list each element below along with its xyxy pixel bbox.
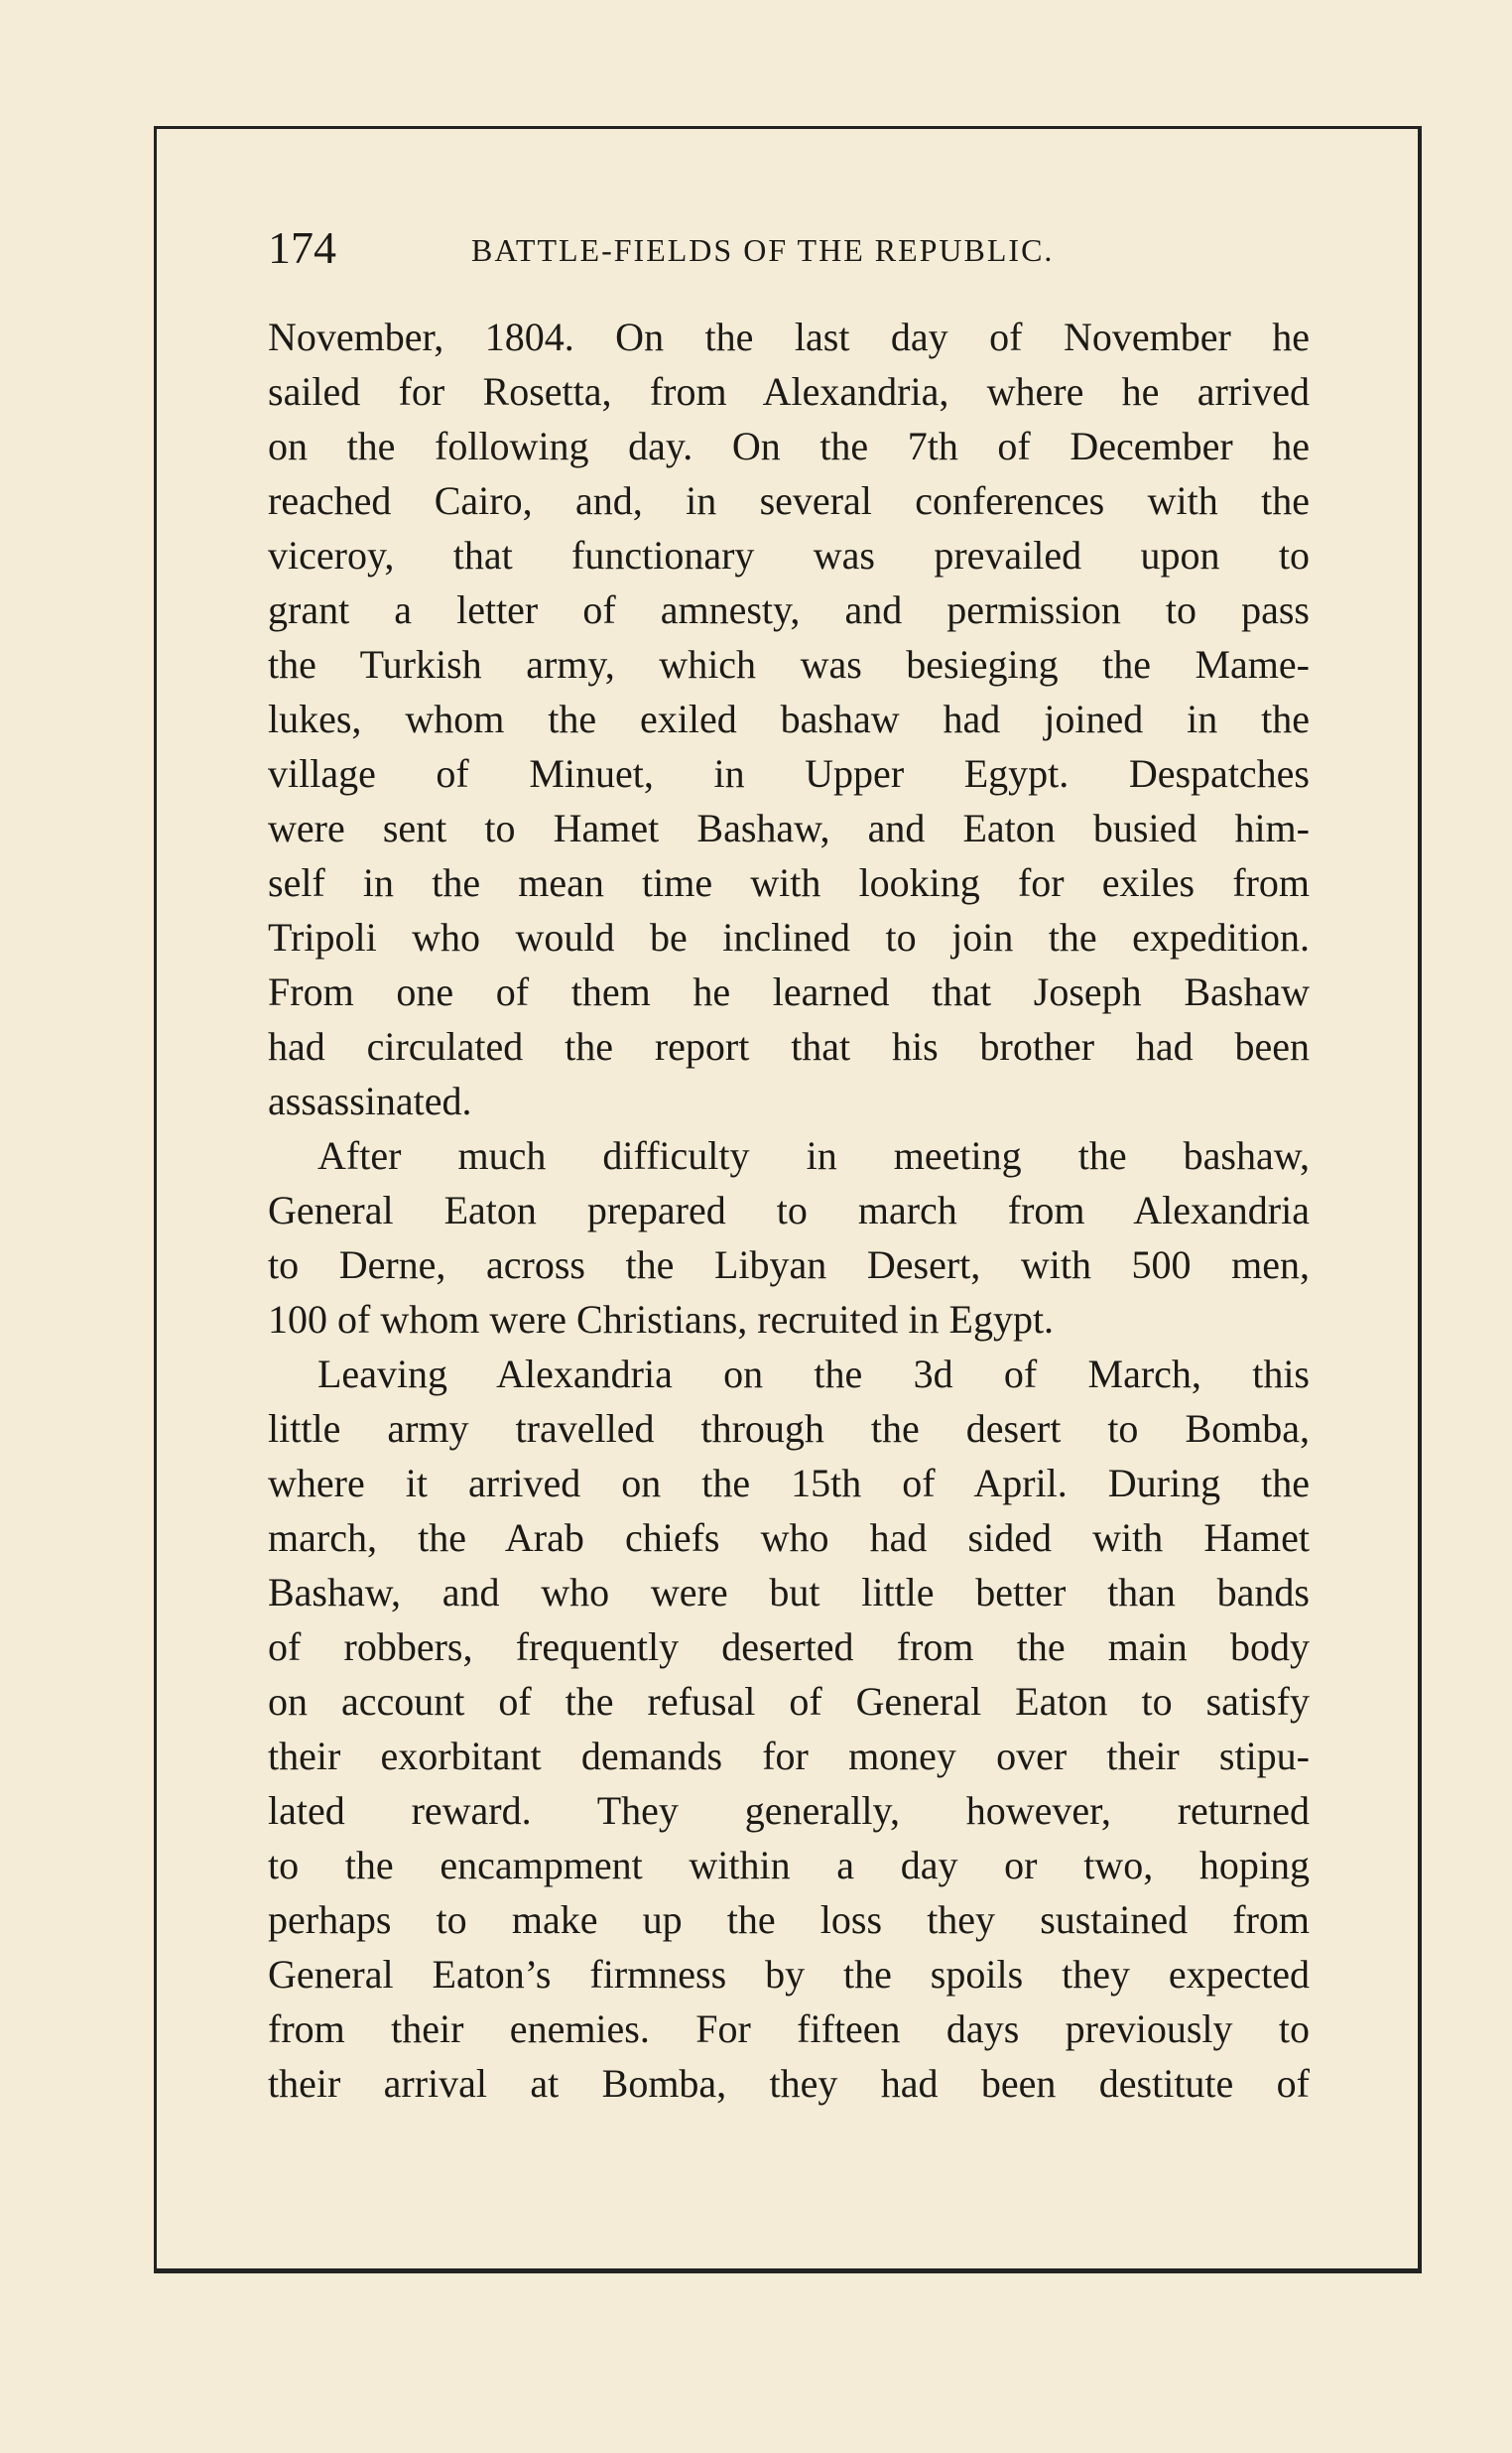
text-line: their exorbitant demands for money over their stipu-	[268, 1734, 1310, 1778]
text-line-paragraph-start: Leaving Alexandria on the 3d of March, this	[317, 1352, 1310, 1396]
text-line: their arrival at Bomba, they had been destitute of	[268, 2061, 1310, 2106]
text-line: November, 1804. On the last day of November he	[268, 315, 1310, 359]
text-line: From one of them he learned that Joseph Bashaw	[268, 969, 1310, 1014]
text-line-paragraph-end: assassinated.	[268, 1079, 472, 1123]
text-line: self in the mean time with looking for exiles from	[268, 860, 1310, 905]
text-line: on account of the refusal of General Eaton to satisfy	[268, 1679, 1310, 1724]
text-line: had circulated the report that his brother had been	[268, 1024, 1310, 1069]
text-line: to the encampment within a day or two, hoping	[268, 1843, 1310, 1887]
text-line-paragraph-start: After much difficulty in meeting the bashaw,	[317, 1133, 1310, 1178]
text-line: sailed for Rosetta, from Alexandria, where he arrived	[268, 369, 1310, 414]
text-line: lated reward. They generally, however, returned	[268, 1788, 1310, 1833]
running-title: BATTLE-FIELDS OF THE REPUBLIC.	[471, 232, 1055, 268]
text-line: where it arrived on the 15th of April. During the	[268, 1461, 1310, 1505]
running-head	[268, 218, 1320, 278]
text-line: the Turkish army, which was besieging the Mame-	[268, 642, 1310, 687]
text-line: reached Cairo, and, in several conferences with the	[268, 478, 1310, 523]
text-line: grant a letter of amnesty, and permission to pass	[268, 587, 1310, 632]
text-line: march, the Arab chiefs who had sided with Hamet	[268, 1515, 1310, 1560]
page-number: 174	[268, 222, 336, 273]
text-line: little army travelled through the desert to Bomba,	[268, 1406, 1310, 1451]
text-line: lukes, whom the exiled bashaw had joined in the	[268, 697, 1310, 741]
text-line: on the following day. On the 7th of December he	[268, 424, 1310, 468]
text-line: Bashaw, and who were but little better than bands	[268, 1570, 1310, 1614]
body-text	[268, 310, 1310, 2111]
text-line-paragraph-end: 100 of whom were Christians, recruited in Egypt.	[268, 1297, 1055, 1342]
text-line: to Derne, across the Libyan Desert, with 500 men,	[268, 1242, 1310, 1287]
text-line: viceroy, that functionary was prevailed upon to	[268, 533, 1310, 578]
text-line: were sent to Hamet Bashaw, and Eaton busied him-	[268, 806, 1310, 850]
text-line: General Eaton’s firmness by the spoils they expected	[268, 1952, 1310, 1997]
text-line: General Eaton prepared to march from Alexandria	[268, 1188, 1310, 1232]
text-line: perhaps to make up the loss they sustained from	[268, 1897, 1310, 1942]
text-line: from their enemies. For fifteen days previously to	[268, 2006, 1310, 2051]
text-line: village of Minuet, in Upper Egypt. Despatches	[268, 751, 1310, 796]
text-line: Tripoli who would be inclined to join the expedition.	[268, 915, 1310, 960]
text-line: of robbers, frequently deserted from the main body	[268, 1624, 1310, 1669]
